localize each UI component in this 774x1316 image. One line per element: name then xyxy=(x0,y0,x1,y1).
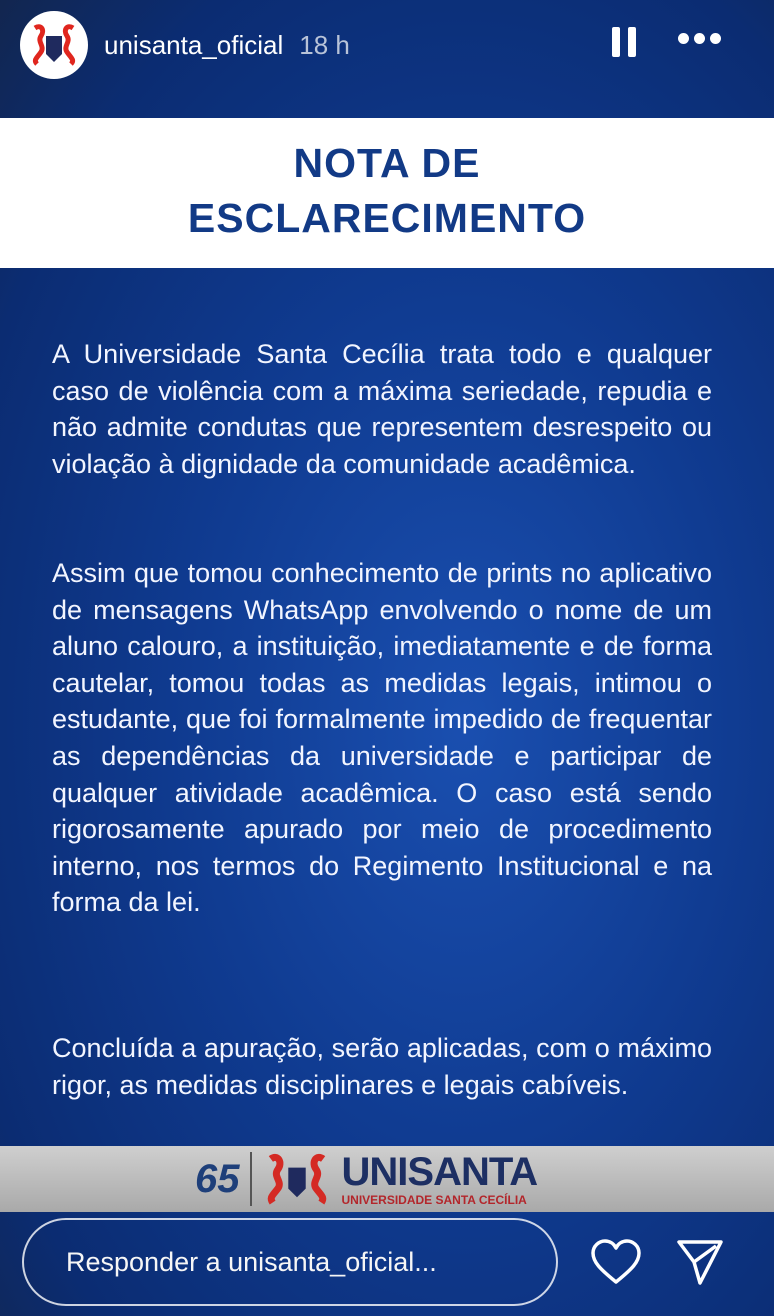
paragraph-2: Assim que tomou conhecimento de prints no aplicativo de mensagens WhatsApp envolvendo o nome de um aluno calouro, a instituição, imediatamente e de forma cautelar, tomou todas as medidas legais, intimou o estudante, que foi formalmente impedido de frequentar as dependências da universidade e participar de qualquer atividade acadêmica. O caso está sendo rigorosamente apurado por meio de procedimento interno, nos termos do Regimento Institucional e na forma da lei. xyxy=(52,558,712,918)
paragraph-1: A Universidade Santa Cecília trata todo e qualquer caso de violência com a máxima seriedade, repudia e não admite condutas que representem desrespeito ou violação à dignidade da comunidade acadêmica. xyxy=(52,339,712,479)
reply-input[interactable] xyxy=(22,1218,558,1306)
title-banner xyxy=(0,118,774,268)
unisanta-logo xyxy=(195,1149,537,1209)
brand-subtitle: UNIVERSIDADE SANTA CECÍLIA xyxy=(341,1193,527,1207)
anniversary-badge: 65 xyxy=(195,1157,240,1201)
brand-name: UNISANTA xyxy=(341,1150,538,1194)
title-line-1: NOTA DE xyxy=(293,140,481,186)
paragraph-3: Concluída a apuração, serão aplicadas, com o máximo rigor, as medidas disciplinares e legais cabíveis. xyxy=(52,1033,712,1100)
post-time: 18 h xyxy=(299,29,350,60)
story-header xyxy=(0,0,774,90)
more-options-icon[interactable] xyxy=(678,33,721,44)
logo-divider xyxy=(250,1152,252,1206)
username[interactable]: unisanta_oficial xyxy=(104,29,284,60)
profile-avatar[interactable] xyxy=(20,11,88,79)
send-icon[interactable] xyxy=(676,1238,724,1286)
heart-icon[interactable] xyxy=(590,1238,642,1286)
pause-icon[interactable] xyxy=(612,27,636,57)
reply-placeholder: Responder a unisanta_oficial... xyxy=(66,1246,437,1277)
seahorse-crest-icon xyxy=(262,1152,332,1206)
unisanta-crest-icon xyxy=(29,22,79,68)
title-line-2: ESCLARECIMENTO xyxy=(187,195,587,241)
